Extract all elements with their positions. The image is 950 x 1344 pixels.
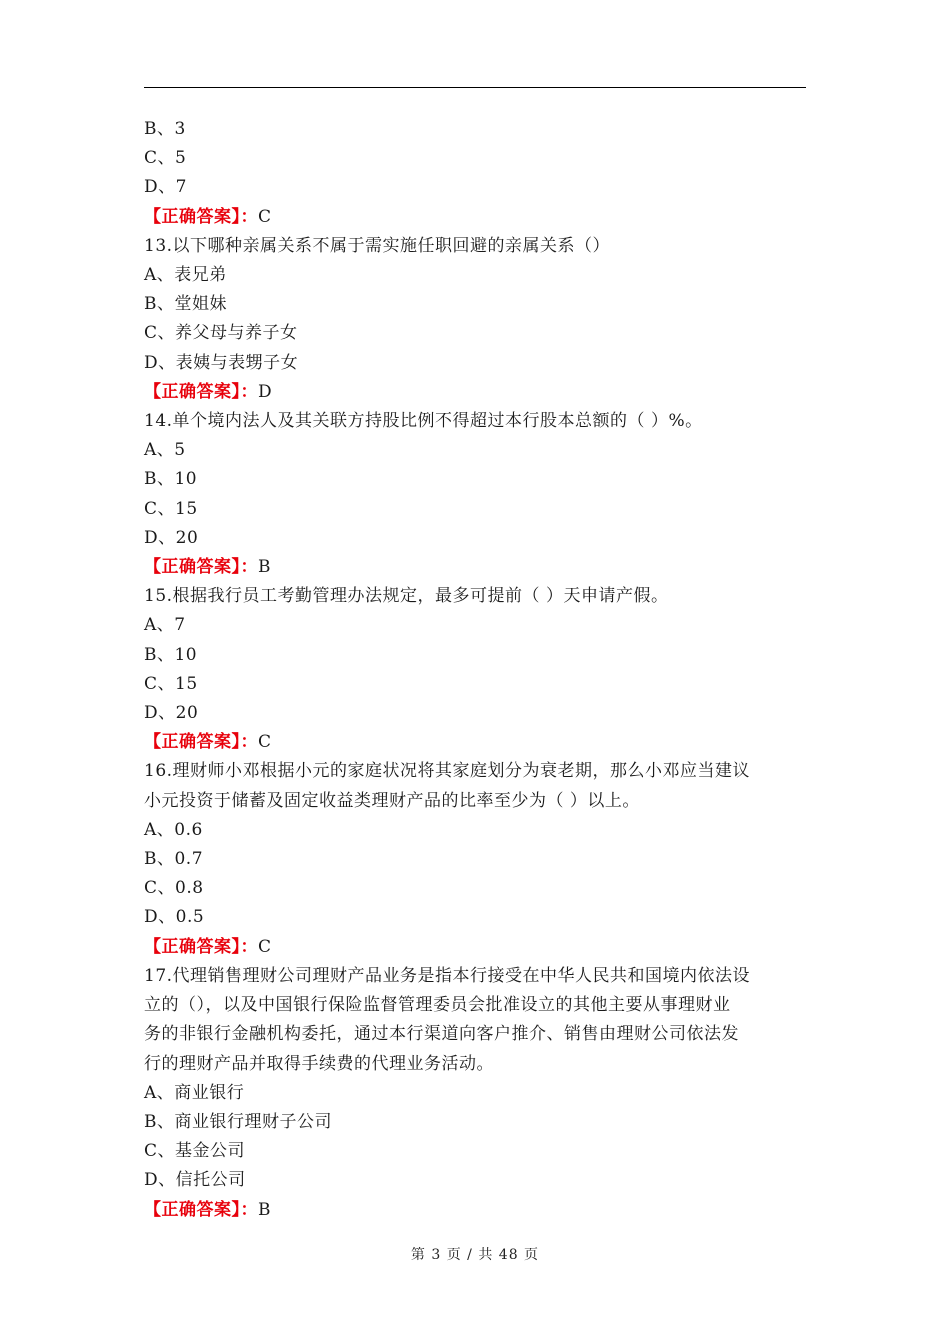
answer-label: 【正确答案】： — [144, 557, 258, 578]
option-text: A、0.6 — [144, 819, 203, 840]
option-text: C、基金公司 — [144, 1141, 246, 1162]
option-text: B、10 — [144, 644, 198, 665]
option-text: B、商业银行理财子公司 — [144, 1111, 332, 1132]
option-text: B、3 — [144, 119, 186, 139]
option-text: C、15 — [144, 498, 198, 519]
question-text: 立的（），以及中国银行保险监督管理委员会批准设立的其他主要从事理财业 — [144, 995, 731, 1016]
answer-value: C — [258, 206, 272, 227]
question-text: 小元投资于储蓄及固定收益类理财产品的比率至少为（ ）以上。 — [144, 790, 640, 811]
option-text: A、7 — [144, 615, 186, 636]
answer-label: 【正确答案】： — [144, 1199, 258, 1220]
question-text: 16.理财师小邓根据小元的家庭状况将其家庭划分为衰老期，那么小邓应当建议 — [144, 761, 751, 782]
option-text: D、20 — [144, 527, 199, 548]
header-rule — [144, 87, 806, 88]
answer-label: 【正确答案】： — [144, 936, 258, 957]
option-text: C、5 — [144, 148, 187, 169]
option-text: A、表兄弟 — [144, 265, 227, 286]
question-text: 14.单个境内法人及其关联方持股比例不得超过本行股本总额的（ ）%。 — [144, 411, 703, 432]
option-text: D、7 — [144, 177, 187, 198]
question-text: 行的理财产品并取得手续费的代理业务活动。 — [144, 1053, 494, 1074]
answer-value: C — [258, 936, 272, 957]
option-text: D、0.5 — [144, 907, 205, 928]
answer-value: C — [258, 732, 272, 753]
option-text: A、商业银行 — [144, 1082, 245, 1103]
answer-line — [144, 553, 806, 582]
answer-line — [144, 1196, 806, 1225]
answer-value: B — [258, 557, 271, 578]
question-text: 17.代理销售理财公司理财产品业务是指本行接受在中华人民共和国境内依法设 — [144, 965, 751, 986]
answer-line — [144, 378, 806, 407]
option-text: C、0.8 — [144, 878, 204, 899]
option-text: D、信托公司 — [144, 1170, 246, 1191]
question-text: 15.根据我行员工考勤管理办法规定，最多可提前（ ）天申请产假。 — [144, 586, 669, 607]
answer-label: 【正确答案】： — [144, 381, 258, 402]
option-text: B、0.7 — [144, 849, 204, 870]
option-text: D、表姨与表甥子女 — [144, 352, 299, 373]
answer-value: B — [258, 1199, 271, 1220]
answer-label: 【正确答案】： — [144, 732, 258, 753]
document-body — [144, 115, 806, 1225]
question-text: 务的非银行金融机构委托，通过本行渠道向客户推介、销售由理财公司依法发 — [144, 1024, 739, 1045]
option-text: C、养父母与养子女 — [144, 323, 298, 344]
answer-line — [144, 933, 806, 962]
question-text: 13.以下哪种亲属关系不属于需实施任职回避的亲属关系（） — [144, 235, 611, 256]
option-text: B、10 — [144, 469, 198, 490]
option-text: B、堂姐妹 — [144, 294, 227, 315]
page-footer: 第 3 页 / 共 48 页 — [410, 1247, 540, 1263]
answer-value: D — [258, 381, 273, 402]
option-text: A、5 — [144, 440, 186, 461]
answer-label: 【正确答案】： — [144, 206, 258, 227]
option-text: D、20 — [144, 703, 199, 724]
option-text: C、15 — [144, 673, 198, 694]
answer-line — [144, 203, 806, 232]
answer-line — [144, 728, 806, 757]
